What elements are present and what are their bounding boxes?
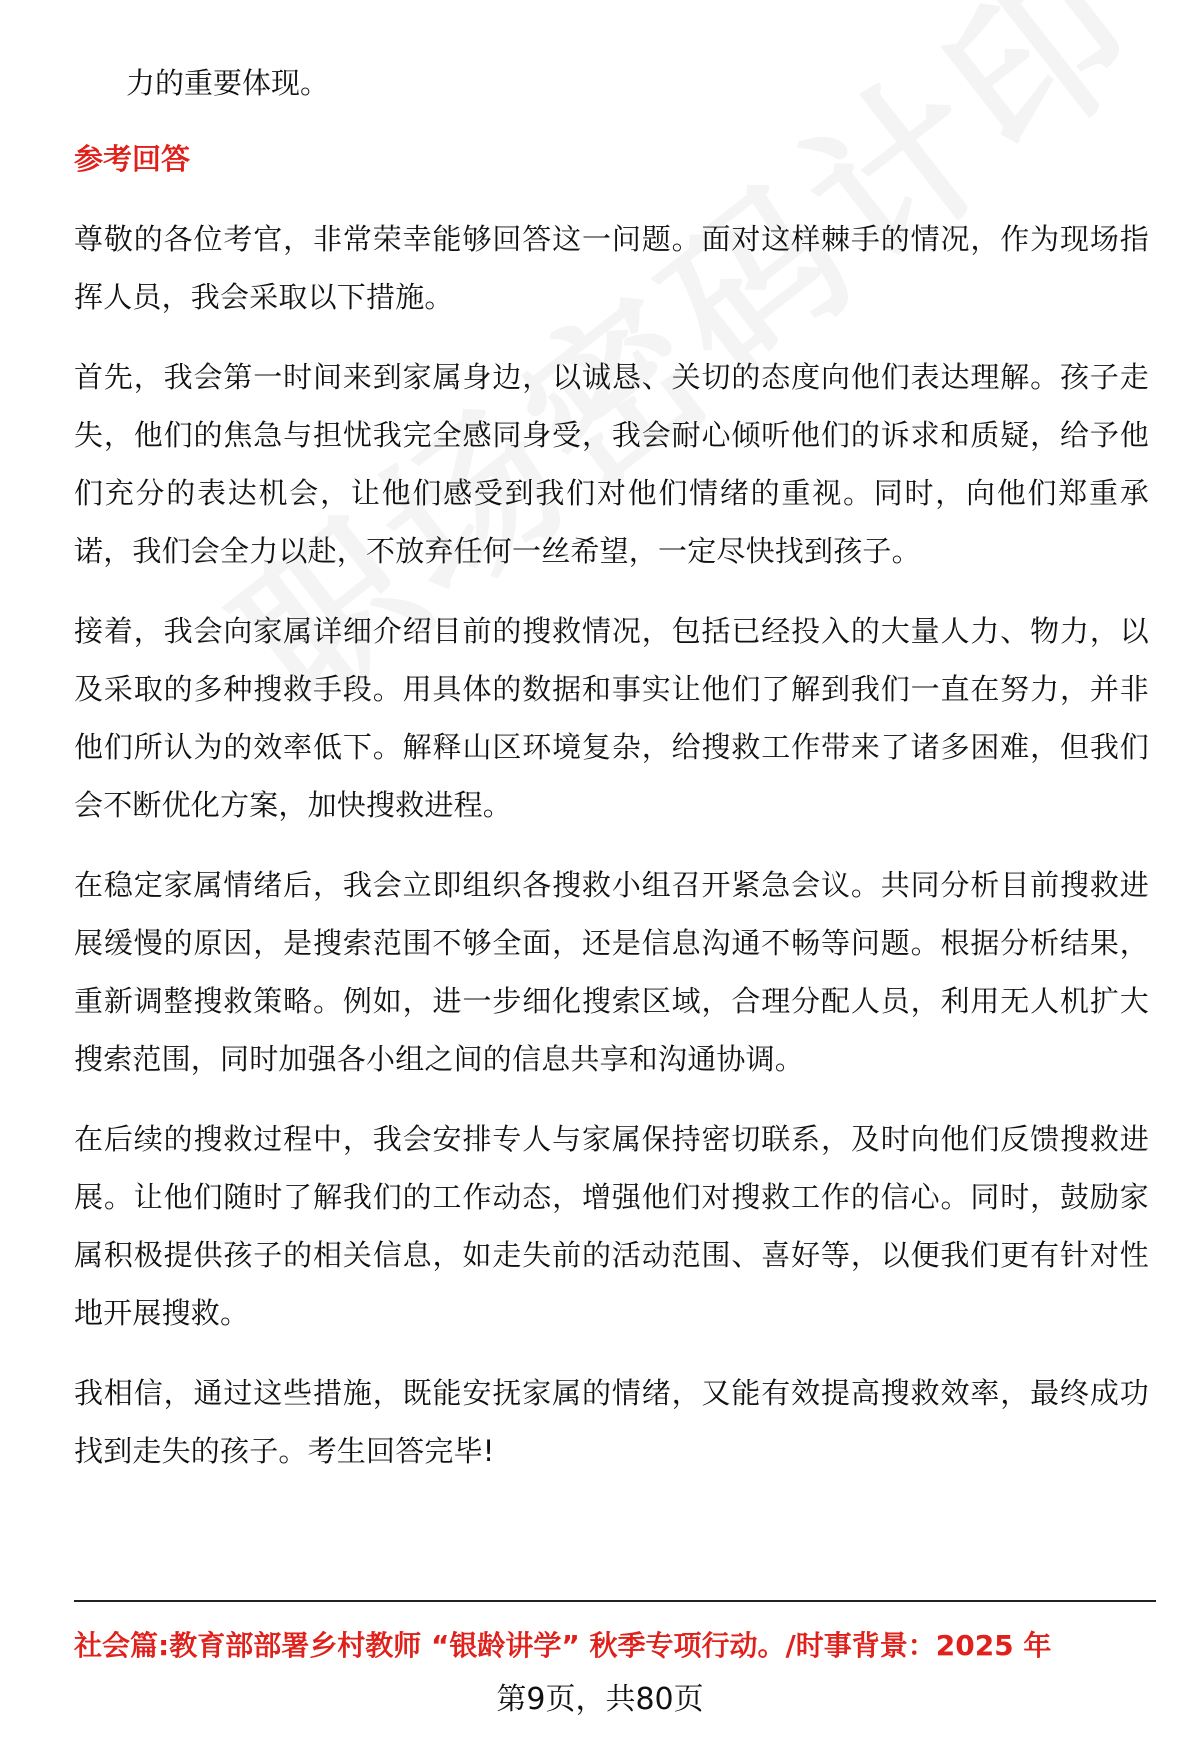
answer-paragraph-3: 接着，我会向家属详细介绍目前的搜救情况，包括已经投入的大量人力、物力，以及采取的多种搜救手段。用具体的数据和事实让他们了解到我们一直在努力，并非他们所认为的效率低下。解释山区环境复杂，给搜救工作带来了诸多困难，但我们会不断优化方案，加快搜救进程。 [74, 614, 1149, 822]
page-number: 第9页，共80页 [496, 1682, 704, 1717]
answer-paragraph-4: 在稳定家属情绪后，我会立即组织各搜救小组召开紧急会议。共同分析目前搜救进展缓慢的原因，是搜索范围不够全面，还是信息沟通不畅等问题。根据分析结果，重新调整搜救策略。例如，进一步细化搜索区域，合理分配人员，利用无人机扩大搜索范围，同时加强各小组之间的信息共享和沟通协调。 [74, 868, 1149, 1076]
answer-paragraph-1: 尊敬的各位考官，非常荣幸能够回答这一问题。面对这样棘手的情况，作为现场指挥人员，我会采取以下措施。 [74, 222, 1149, 314]
answer-paragraph-6: 我相信，通过这些措施，既能安抚家属的情绪，又能有效提高搜救效率，最终成功找到走失的孩子。考生回答完毕! [74, 1376, 1149, 1468]
answer-paragraph-2: 首先，我会第一时间来到家属身边，以诚恳、关切的态度向他们表达理解。孩子走失，他们的焦急与担忧我完全感同身受，我会耐心倾听他们的诉求和质疑，给予他们充分的表达机会，让他们感受到我们对他们情绪的重视。同时，向他们郑重承诺，我们会全力以赴，不放弃任何一丝希望，一定尽快找到孩子。 [74, 360, 1149, 568]
continued-text-line: 力的重要体现。 [126, 66, 330, 100]
reference-answer-heading: 参考回答 [74, 142, 191, 176]
answer-paragraph-5: 在后续的搜救过程中，我会安排专人与家属保持密切联系，及时向他们反馈搜救进展。让他们随时了解我们的工作动态，增强他们对搜救工作的信心。同时，鼓励家属积极提供孩子的相关信息，如走失前的活动范围、喜好等，以便我们更有针对性地开展搜救。 [74, 1122, 1149, 1330]
document-body [74, 54, 1149, 1480]
footer-news-banner: 社会篇:教育部部署乡村教师 “银龄讲学” 秋季专项行动。/时事背景：2025 年 [74, 1629, 1052, 1662]
footer-divider [74, 1600, 1156, 1602]
